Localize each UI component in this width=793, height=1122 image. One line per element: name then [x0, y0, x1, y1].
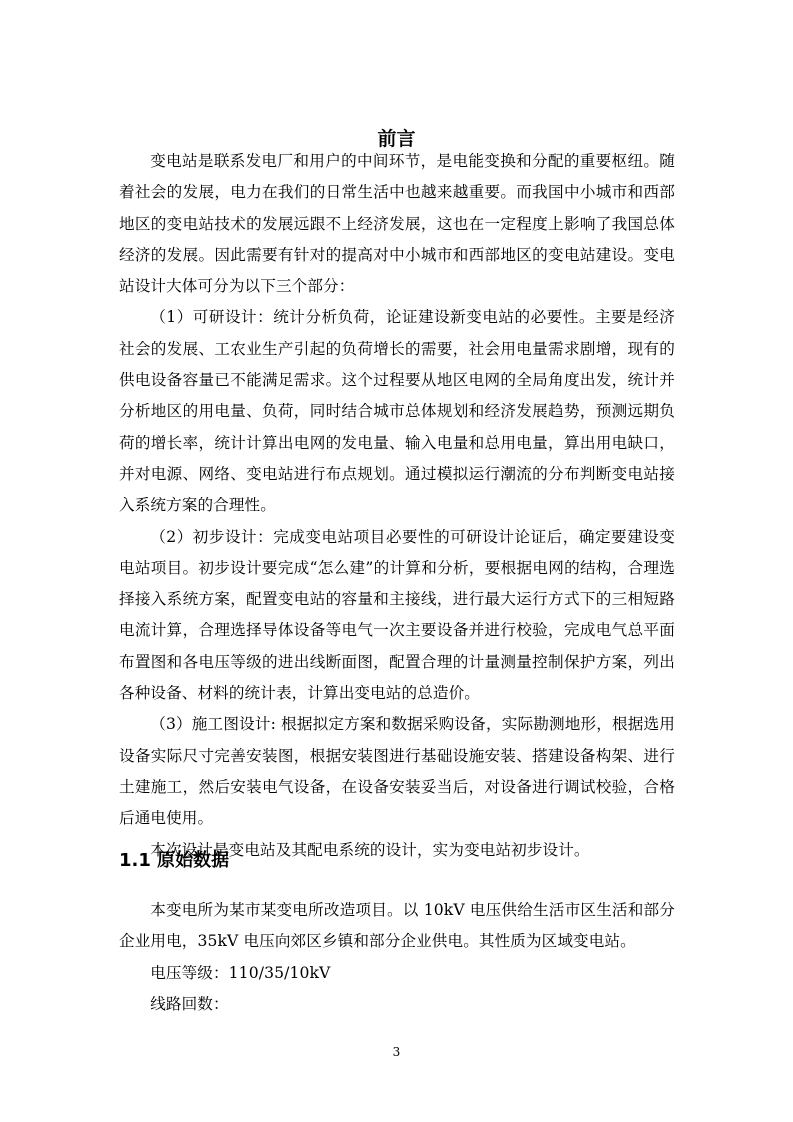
page-title: 前言 — [377, 128, 416, 150]
section-paragraph-line-count: 线路回数： — [150, 994, 229, 1013]
preface-paragraph-construction: （3）施工图设计: 根据拟定方案和数据采购设备，实际勘测地形，根据选用设备实际尺寸完善安装图，根据安装图进行基础设施安装、搭建设备构架、进行土建施工，然后安装电气设备，在设备安装妥当后，对设备进行调试校验，合格后通电使用。 — [119, 715, 675, 828]
section-heading: 1.1 原始数据 — [119, 850, 230, 871]
page-number: 3 — [392, 1045, 401, 1059]
section-paragraph-project: 本变电所为某市某变电所改造项目。以 10kV 电压供给生活市区生活和部分企业用电，35kV 电压向郊区乡镇和部分企业供电。其性质为区域变电站。 — [119, 901, 675, 951]
section-body — [119, 895, 675, 1020]
preface-paragraph-feasibility: （1）可研设计：统计分析负荷，论证建设新变电站的必要性。主要是经济社会的发展、工农业生产引起的负荷增长的需要，社会用电量需求剧增，现有的供电设备容量已不能满足需求。这个过程要从地区电网的全局角度出发，统计并分析地区的用电量、负荷，同时结合城市总体规划和经济发展趋势，预测远期负荷的增长率，统计计算出电网的发电量、输入电量和总用电量，算出用电缺口，并对电源、网络、变电站进行布点规划。通过模拟运行潮流的分布判断变电站接入系统方案的合理性。 — [119, 308, 675, 515]
preface-paragraph-intro: 变电站是联系发电厂和用户的中间环节，是电能变换和分配的重要枢纽。随着社会的发展，电力在我们的日常生活中也越来越重要。而我国中小城市和西部地区的变电站技术的发展远跟不上经济发展，这也在一定程度上影响了我国总体经济的发展。因此需要有针对的提高对中小城市和西部地区的变电站建设。变电站设计大体可分为以下三个部分： — [119, 152, 675, 296]
preface-paragraph-conclusion: 本次设计是变电站及其配电系统的设计，实为变电站初步设计。 — [150, 840, 590, 859]
preface-body — [119, 146, 675, 866]
preface-paragraph-preliminary: （2）初步设计：完成变电站项目必要性的可研设计论证后，确定要建设变电站项目。初步设计要完成“怎么建”的计算和分析，要根据电网的结构，合理选择接入系统方案，配置变电站的容量和主接线，进行最大运行方式下的三相短路电流计算，合理选择导体设备等电气一次主要设备并进行校验，完成电气总平面布置图和各电压等级的进出线断面图，配置合理的计量测量控制保护方案，列出各种设备、材料的统计表，计算出变电站的总造价。 — [119, 527, 675, 703]
section-paragraph-voltage-level: 电压等级：110/35/10kV — [150, 963, 331, 982]
